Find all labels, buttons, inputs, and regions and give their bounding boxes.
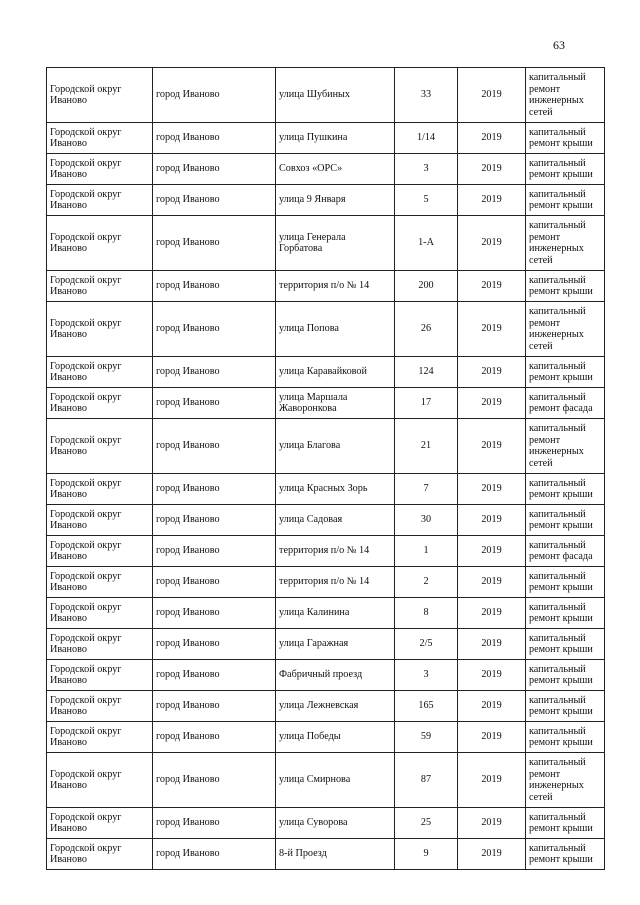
house-number-cell: 2/5 (395, 629, 458, 660)
year-cell: 2019 (458, 123, 526, 154)
year-cell: 2019 (458, 388, 526, 419)
house-number-cell: 9 (395, 839, 458, 870)
district-cell: Городской округ Иваново (47, 474, 153, 505)
work-type-cell: капитальный ремонт инженерных сетей (526, 419, 605, 474)
city-cell: город Иваново (153, 660, 276, 691)
year-cell: 2019 (458, 216, 526, 271)
district-cell: Городской округ Иваново (47, 691, 153, 722)
street-cell: Фабричный проезд (276, 660, 395, 691)
work-type-cell: капитальный ремонт крыши (526, 629, 605, 660)
house-number-cell: 1/14 (395, 123, 458, 154)
year-cell: 2019 (458, 722, 526, 753)
city-cell: город Иваново (153, 629, 276, 660)
district-cell: Городской округ Иваново (47, 419, 153, 474)
street-cell: улица Попова (276, 302, 395, 357)
house-number-cell: 3 (395, 660, 458, 691)
district-cell: Городской округ Иваново (47, 839, 153, 870)
city-cell: город Иваново (153, 839, 276, 870)
street-cell: улица 9 Января (276, 185, 395, 216)
table-row (47, 68, 605, 123)
district-cell: Городской округ Иваново (47, 536, 153, 567)
street-cell: территория п/о № 14 (276, 536, 395, 567)
house-number-cell: 1 (395, 536, 458, 567)
house-number-cell: 2 (395, 567, 458, 598)
table-row (47, 419, 605, 474)
house-number-cell: 26 (395, 302, 458, 357)
work-type-cell: капитальный ремонт фасада (526, 536, 605, 567)
year-cell: 2019 (458, 271, 526, 302)
house-number-cell: 7 (395, 474, 458, 505)
table-row (47, 474, 605, 505)
work-type-cell: капитальный ремонт крыши (526, 271, 605, 302)
street-cell: улица Маршала Жаворонкова (276, 388, 395, 419)
year-cell: 2019 (458, 185, 526, 216)
table-row (47, 505, 605, 536)
street-cell: улица Каравайковой (276, 357, 395, 388)
district-cell: Городской округ Иваново (47, 808, 153, 839)
street-cell: улица Гаражная (276, 629, 395, 660)
street-cell: улица Лежневская (276, 691, 395, 722)
house-number-cell: 200 (395, 271, 458, 302)
city-cell: город Иваново (153, 722, 276, 753)
district-cell: Городской округ Иваново (47, 567, 153, 598)
work-type-cell: капитальный ремонт крыши (526, 154, 605, 185)
work-type-cell: капитальный ремонт крыши (526, 505, 605, 536)
year-cell: 2019 (458, 536, 526, 567)
year-cell: 2019 (458, 68, 526, 123)
house-number-cell: 33 (395, 68, 458, 123)
district-cell: Городской округ Иваново (47, 660, 153, 691)
city-cell: город Иваново (153, 123, 276, 154)
table-row (47, 691, 605, 722)
district-cell: Городской округ Иваново (47, 357, 153, 388)
city-cell: город Иваново (153, 505, 276, 536)
year-cell: 2019 (458, 660, 526, 691)
street-cell: улица Пушкина (276, 123, 395, 154)
work-type-cell: капитальный ремонт крыши (526, 598, 605, 629)
table-row (47, 808, 605, 839)
work-type-cell: капитальный ремонт крыши (526, 722, 605, 753)
table-row (47, 839, 605, 870)
work-type-cell: капитальный ремонт инженерных сетей (526, 753, 605, 808)
page-number: 63 (553, 38, 565, 52)
year-cell: 2019 (458, 505, 526, 536)
street-cell: территория п/о № 14 (276, 271, 395, 302)
city-cell: город Иваново (153, 185, 276, 216)
work-type-cell: капитальный ремонт фасада (526, 388, 605, 419)
table-row (47, 753, 605, 808)
district-cell: Городской округ Иваново (47, 216, 153, 271)
district-cell: Городской округ Иваново (47, 271, 153, 302)
street-cell: улица Садовая (276, 505, 395, 536)
year-cell: 2019 (458, 839, 526, 870)
table-row (47, 598, 605, 629)
work-type-cell: капитальный ремонт крыши (526, 808, 605, 839)
work-type-cell: капитальный ремонт крыши (526, 660, 605, 691)
district-cell: Городской округ Иваново (47, 629, 153, 660)
city-cell: город Иваново (153, 598, 276, 629)
house-number-cell: 5 (395, 185, 458, 216)
table-row (47, 629, 605, 660)
city-cell: город Иваново (153, 388, 276, 419)
city-cell: город Иваново (153, 419, 276, 474)
table-row (47, 216, 605, 271)
work-type-cell: капитальный ремонт крыши (526, 123, 605, 154)
year-cell: 2019 (458, 598, 526, 629)
work-type-cell: капитальный ремонт крыши (526, 567, 605, 598)
table-row (47, 271, 605, 302)
district-cell: Городской округ Иваново (47, 598, 153, 629)
work-type-cell: капитальный ремонт крыши (526, 691, 605, 722)
house-number-cell: 1-А (395, 216, 458, 271)
street-cell: улица Победы (276, 722, 395, 753)
street-cell: улица Шубиных (276, 68, 395, 123)
year-cell: 2019 (458, 419, 526, 474)
district-cell: Городской округ Иваново (47, 154, 153, 185)
house-number-cell: 124 (395, 357, 458, 388)
year-cell: 2019 (458, 357, 526, 388)
house-number-cell: 30 (395, 505, 458, 536)
table-row (47, 123, 605, 154)
table-row (47, 357, 605, 388)
city-cell: город Иваново (153, 68, 276, 123)
table-row (47, 185, 605, 216)
city-cell: город Иваново (153, 474, 276, 505)
city-cell: город Иваново (153, 691, 276, 722)
district-cell: Городской округ Иваново (47, 753, 153, 808)
street-cell: улица Калинина (276, 598, 395, 629)
street-cell: Совхоз «ОРС» (276, 154, 395, 185)
year-cell: 2019 (458, 691, 526, 722)
city-cell: город Иваново (153, 302, 276, 357)
street-cell: улица Суворова (276, 808, 395, 839)
city-cell: город Иваново (153, 154, 276, 185)
house-number-cell: 59 (395, 722, 458, 753)
house-number-cell: 165 (395, 691, 458, 722)
year-cell: 2019 (458, 154, 526, 185)
house-number-cell: 21 (395, 419, 458, 474)
district-cell: Городской округ Иваново (47, 722, 153, 753)
table-body (47, 68, 605, 870)
district-cell: Городской округ Иваново (47, 68, 153, 123)
work-type-cell: капитальный ремонт крыши (526, 839, 605, 870)
year-cell: 2019 (458, 808, 526, 839)
work-type-cell: капитальный ремонт инженерных сетей (526, 216, 605, 271)
street-cell: улица Благова (276, 419, 395, 474)
year-cell: 2019 (458, 753, 526, 808)
house-number-cell: 25 (395, 808, 458, 839)
year-cell: 2019 (458, 629, 526, 660)
house-number-cell: 3 (395, 154, 458, 185)
street-cell: 8-й Проезд (276, 839, 395, 870)
street-cell: территория п/о № 14 (276, 567, 395, 598)
table-row (47, 722, 605, 753)
year-cell: 2019 (458, 567, 526, 598)
city-cell: город Иваново (153, 753, 276, 808)
district-cell: Городской округ Иваново (47, 388, 153, 419)
city-cell: город Иваново (153, 216, 276, 271)
work-type-cell: капитальный ремонт крыши (526, 357, 605, 388)
city-cell: город Иваново (153, 567, 276, 598)
work-type-cell: капитальный ремонт инженерных сетей (526, 302, 605, 357)
district-cell: Городской округ Иваново (47, 505, 153, 536)
city-cell: город Иваново (153, 536, 276, 567)
work-type-cell: капитальный ремонт инженерных сетей (526, 68, 605, 123)
table-row (47, 567, 605, 598)
repair-schedule-table (46, 67, 605, 870)
work-type-cell: капитальный ремонт крыши (526, 185, 605, 216)
table-row (47, 154, 605, 185)
table-row (47, 388, 605, 419)
street-cell: улица Красных Зорь (276, 474, 395, 505)
house-number-cell: 8 (395, 598, 458, 629)
district-cell: Городской округ Иваново (47, 185, 153, 216)
table-row (47, 536, 605, 567)
table-row (47, 302, 605, 357)
city-cell: город Иваново (153, 357, 276, 388)
house-number-cell: 87 (395, 753, 458, 808)
city-cell: город Иваново (153, 271, 276, 302)
work-type-cell: капитальный ремонт крыши (526, 474, 605, 505)
table-row (47, 660, 605, 691)
year-cell: 2019 (458, 474, 526, 505)
city-cell: город Иваново (153, 808, 276, 839)
house-number-cell: 17 (395, 388, 458, 419)
year-cell: 2019 (458, 302, 526, 357)
street-cell: улица Генерала Горбатова (276, 216, 395, 271)
district-cell: Городской округ Иваново (47, 123, 153, 154)
district-cell: Городской округ Иваново (47, 302, 153, 357)
street-cell: улица Смирнова (276, 753, 395, 808)
